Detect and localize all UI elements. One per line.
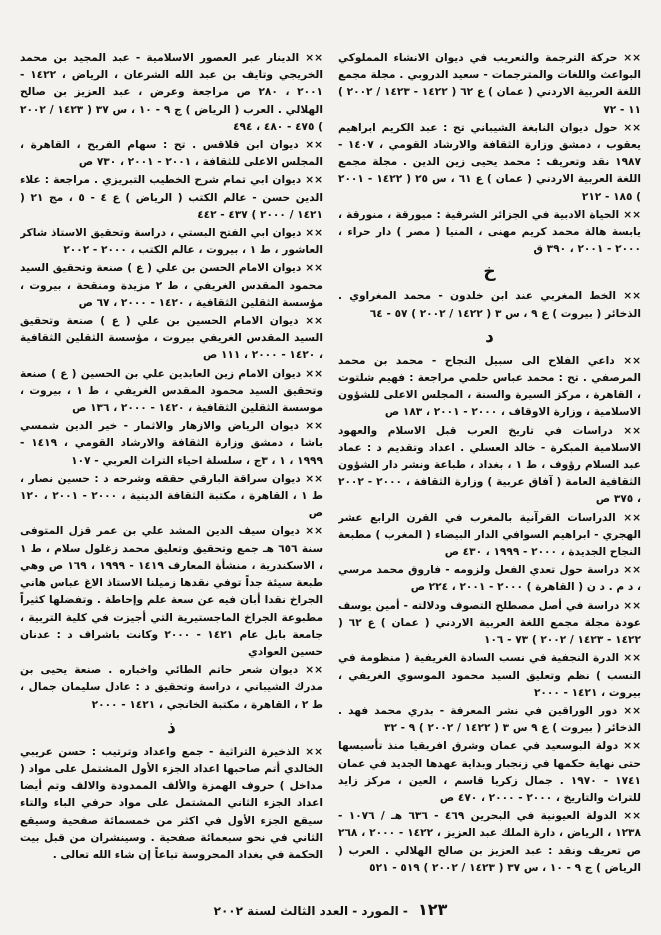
section-letter-heading <box>20 716 323 740</box>
bibliography-entry: ×× دراسة في أصل مصطلح التصوف ودلالته - أمين يوسف عودة مجلة مجمع اللغة العربية الاردني ( عمان ) ع ٦٢ ( ١٤٢٢ - ١٤٢٣ / ٢٠٠٢ ) ٧٣ - ١٠٦ <box>338 599 641 647</box>
bibliography-entry: ×× الذخيرة التراثية - جمع واعداد وترتيب : حسن عريبي الخالدي أتم صاحبها اعداد الجزء الأول المشتمل على مواد ( مداخل ) حروف الهمزة والألف الممدودة والالف وتم أيضا اعداد الجزء الثاني المشتمل على مواد حرفي الباء والتاء سيقع الجزء الأول في اكثر من خمسمائة صفحية وسيقع الثاني في نحو سبعمائة صفحية . وسينشران من قبل بيت الحكمة في بغداد المحروسة تباعاً إن شاء الله تعالى . <box>20 745 323 861</box>
bibliography-entry: ×× ديوان ابن قلاقس . تح : سهام الفريح ، القاهرة ، المجلس الاعلى للثقافة ، ٢٠٠١ - ٢٠٠١ ، ٧٣٠ ص <box>20 139 323 169</box>
bibliography-entry: ×× حول ديوان النابغة الشيباني تح : عبد الكريم ابراهيم يعقوب ، دمشق وزارة الثقافة والارشاد القومي ، ١٤٠٧ - ١٩٨٧ نقد وتعريف : محمد يحيى زين الدين . مجلة مجمع اللغة العربية الاردني ( عمان ) ع ٦١ ، س ٢٥ ( ١٤٢٢ - ٢٠٠١ ) ١٨٥ - ٢١٢ <box>338 121 641 203</box>
left-column <box>20 50 323 880</box>
bibliography-entry: ×× دولة البوسعيد في عمان وشرق افريقيا منذ تأسيسها حتى نهاية حكمها في زنجبار وبداية عهدها الجديد في عمان ١٧٤١ - ١٩٧٠ . جمال زكريا قاسم ، العين ، مركز زايد للتراث والتاريخ ، ٢٠٠٠ - ٢٠٠٠ ، ٤٧٠ ص <box>338 740 641 804</box>
page-footer <box>0 900 661 919</box>
bibliography-entry: ×× ديوان سيف الدين المشد علي بن عمر قزل المتوفى سنة ٦٥٦ هـ جمع وتحقيق وتعليق محمد زغلول سلام ، ط ١ ، الاسكندرية ، منشأة المعارف ١٤١٩ - ١٩٩٩ ، ١٦٩ ص وهي طبعة سيئة جداً توفي نقدها زميلنا الاستاذ الاغ عباس هاني الجراخ نقدا أبان فيه عن سعة علم وإحاطة . وتفضلها كثيراً مطبوعة الجراخ الماجستيرية التي أجيزت في كلية التربية ، جامعة بابل عام ١٤٢١ - ٢٠٠٠ وكانت باشراف د : عدنان حسين العوادي <box>20 525 323 658</box>
bibliography-entry: ×× ديوان شعر حاتم الطائي واخباره . صنعة يحيى بن مدرك الشيباني ، دراسة وتحقيق د : عادل سليمان جمال ، ط ٢ ، القاهرة ، مكتبة الخانجي ، ١٤٢١ - ٢٠٠٠ <box>20 664 323 711</box>
bibliography-entry: ×× دراسات في تاريخ العرب قبل الاسلام والعهود الاسلامية المبكرة - خالد العسلي . اعداد وتقديم د : عماد عبد السلام رؤوف ، ط ١ ، بغداد ، طباعة ونشر دار الشؤون الثقافية العامة ( آفاق عربية ) وزارة الثقافة ، ٢٠٠٠ - ٢٠٠٢ ، ٣٧٥ ص <box>338 424 641 506</box>
bibliography-entry: ×× الدراسات القرآنية بالمغرب في القرن الرابع عشر الهجري - ابراهيم السوافي الدار البيضاء ( المغرب ) مطبعة النجاح الجديدة ، ٢٠٠٠ - ١٩٩٩ ، ٤٣٠ ص <box>338 511 641 559</box>
bibliography-entry: ×× دراسة حول تعدي الفعل ولزومه - فاروق محمد مرسي ، د م . د ن ( القاهرة ) ٢٠٠٠ - ٢٠٠١ ، ٢٢٤ ص <box>338 564 641 594</box>
bibliography-entry: ×× ديوان ابي تمام شرح الخطيب التبريزي . مراجعة : علاء الدين حسن - عالم الكتب ( الرياض ) ع ٤ - ٥ ، مج ٢١ ( ١٤٢١ / ٢٠٠٠ ) ٤٣٧ - ٤٤٢ <box>20 174 323 221</box>
section-letter: د <box>485 326 494 347</box>
bibliography-entry: ×× دور الوراقين في نشر المعرفة - بدري محمد فهد . الذخائر ( بيروت ) ع ٩ س ٣ ( ١٤٢٢ / ٢٠٠٢ ) ٩ - ٣٢ <box>338 704 641 735</box>
bibliography-entry: ×× الدينار عبر العصور الاسلامية - عبد المجيد بن محمد الخريجي وتايف بن عبد الله الشرعان ، الرياض ، ١٤٢٢ - ٢٠٠١ ، ٢٨٠ ص مراجعة وعرض ، عبد العزيز بن صالح الهلالي . العرب ( الرياض ) ج ٩ - ١٠ ، س ٣٧ ( ١٤٢٣ / ٢٠٠٢ ) ٤٧٥ - ٤٨٠ ، ٤٩٤ <box>20 52 323 133</box>
bibliography-entry: ×× ديوان الرياض والازهار والاثمار - خير الدين شمسي باشا ، دمشق وزارة الثقافة والارشاد القومي ، ١٤١٩ - ١٩٩٩ ، ١ ، ٣ج ، سلسلة احياء التراث العربي - ١٠٧ <box>20 420 323 467</box>
section-letter-heading <box>338 325 641 349</box>
bibliography-entry: ×× ديوان الامام الحسين بن علي ( ع ) صنعة وتحقيق السيد المقدس الغريفي بيروت ، مؤسسة الثقلين الثقافية ، ١٤٢٠ - ٢٠٠٠ ، ١١١ ص <box>20 315 323 362</box>
bibliography-entry: ×× ديوان سراقة البارقي حققه وشرحه د : حسين نصار ، ط ١ ، القاهرة ، مكتبة الثقافة الدينية ، ٢٠٠٠ - ٢٠٠١ ، ١٢٠ ص <box>20 472 323 520</box>
section-letter-heading <box>338 260 641 284</box>
bibliography-entry: ×× حركة الترجمة والتعريب في ديوان الانشاء المملوكي البواعث واللغات والمترجمات - سعيد الدروبي . مجلة مجمع اللغة العربية الاردني ( عمان ) ع ٦٢ ( ١٤٢٢ - ١٤٢٣ / ٢٠٠٢ ) ١١ - ٧٢ <box>338 52 641 116</box>
bibliography-entry: ×× ديوان ابي الفتح البستي ، دراسة وتحقيق الاستاذ شاكر العاشور ، ط ١ ، بيروت ، عالم الكتب ، ٢٠٠٠ - ٢٠٠٢ <box>20 227 323 257</box>
journal-issue: - المورد - العدد الثالث لسنة ٢٠٠٢ <box>213 904 408 918</box>
page-number: ١٢٣ <box>418 900 448 919</box>
bibliography-entry: ×× ديوان الامام الحسن بن علي ( ع ) صنعة وتحقيق السيد محمود المقدس الغريفي ، ط ٢ مزيدة ومنقحة ، بيروت ، مؤسسة الثقلين الثقافية ، ١٤٢٠ - ٢٠٠٠ ، ٦٧ ص <box>20 262 323 309</box>
bibliography-entry: ×× الحياة الادبية في الجزائر الشرقية : ميورقة ، منورقة ، يابسة هالة محمد كريم مهنى ، المنيا ( مصر ) دار حراء ، ٢٠٠٠ - ٢٠٠١ ، ٣٩٠ ق <box>338 208 641 256</box>
bibliography-entry: ×× داعي الفلاح الى سبيل النجاح - محمد بن محمد المرصفي . تح : محمد عباس حلمي مراجعة : فهيم شلتوت ، القاهرة ، مركز السيرة والسنة ، المجلس الاعلى للشؤون الاسلامية ، وزارة الاوقاف ، ٢٠٠٠ - ٢٠٠١ ، ١٨٣ ص <box>338 354 641 419</box>
columns-container <box>20 50 641 880</box>
right-column <box>338 50 641 880</box>
section-letter: ذ <box>167 717 176 738</box>
bibliography-entry: ×× الدرة النجفية في نسب السادة الغريفية ( منظومة في النسب ) نظم وتعليق السيد محمود الموسوي الغريفي ، بيروت ، ١٤٢١ - ٢٠٠٠ <box>338 652 641 699</box>
bibliography-entry: ×× ديوان الامام زين العابدين علي بن الحسين ( ع ) صنعة وتحقيق السيد محمود المقدس الغريفي ، ط ١ ، بيروت ، موسسة الثقلين الثقافية ، ١٤٢٠ - ٢٠٠٠ ، ١٣٦ ص <box>20 367 323 415</box>
section-letter: خ <box>483 262 496 283</box>
bibliography-entry: ×× الخط المغربي عند ابن خلدون - محمد المغراوي . الذخائر ( بيروت ) ع ٩ ، س ٣ ( ١٤٢٢ / ٢٠٠٢ ) ٥٧ - ٦٤ <box>338 290 641 320</box>
bibliography-entry: ×× الدولة العيونية في البحرين ٤٦٩ - ٦٣٦ هـ / ١٠٧٦ - ١٢٣٨ ، الرياض ، دارة الملك عبد العزيز ، ١٤٢٢ - ٢٠٠٠ ، ٢٦٨ ص تعريف ونقد : عبد العزيز بن صالح الهلالي . العرب ( الرياض ) ج ٩ - ١٠ ، س ٣٧ ( ١٤٢٣ / ٢٠٠٢ ) ٥١٩ - ٥٢١ <box>338 810 641 874</box>
